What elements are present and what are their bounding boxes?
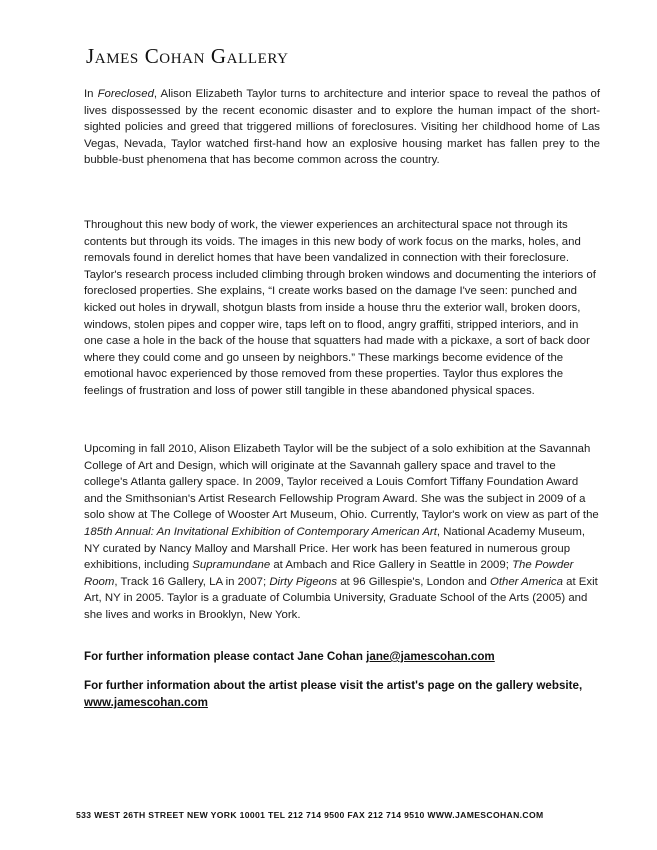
contact-email-link[interactable]: jane@jamescohan.com: [366, 650, 495, 663]
italic-title: The Powder Room: [84, 559, 574, 588]
text-run: at 96 Gillespie's, London and: [337, 575, 490, 588]
contact-text: For further information please contact Jane Cohan: [84, 650, 367, 663]
text-run: , National Academy Museum, NY curated by Nancy Malloy and Marshall Price. Her work has been featured in numerous group exhibitions, including: [84, 525, 586, 572]
text-run: Throughout this new body of work, the viewer experiences an architectural space not through its contents but through its voids. The images in this new body of work focus on the marks, holes, and removals found in derelict homes that have been vandalized in connection with their foreclosure. Taylor's research process included climbing through broken windows and documenting the interiors of foreclosed properties. She explains, “I create works based on the damage I've seen: punched and kicked out holes in drywall, shotgun blasts from inside a house thru the exterior wall, broken doors, windows, stolen pipes and copper wire, taps left on to flood, angry graffiti, stripped interiors, and in one case a hole in the back of the house that squatters had made with a pickaxe, a sort of back door where they could come and go unseen by neighbors.” These markings become evidence of the emotional havoc experienced by those removed from these properties. Taylor thus explores the feelings of frustration and loss of power still tangible in these abandoned physical spaces.: [84, 219, 596, 397]
italic-title: Foreclosed: [97, 88, 154, 100]
paragraph-foreclosed-intro: [84, 86, 600, 169]
paragraph-artist-bio: [84, 441, 600, 624]
text-run: at Exit Art, NY in 2005. Taylor is a graduate of Columbia University, Graduate School of the Arts (2005) and she lives and works in Brooklyn, New York.: [84, 575, 598, 621]
artist-page-line: [84, 678, 584, 711]
gallery-website-link[interactable]: www.jamescohan.com: [84, 695, 208, 709]
italic-title: Dirty Pigeons: [269, 575, 338, 588]
contact-line: [84, 649, 584, 666]
footer-address: 533 WEST 26TH STREET NEW YORK 10001 TEL 212 714 9500 FAX 212 714 9510 WWW.JAMESCOHAN.COM: [76, 810, 544, 820]
artist-page-text: For further information about the artist please visit the artist's page on the gallery website,: [84, 679, 583, 692]
text-run: , Alison Elizabeth Taylor turns to architecture and interior space to reveal the pathos of lives dispossessed by the recent economic disaster and to explore the human impact of the short-sighted policies and greed that triggered millions of foreclosures. Visiting her childhood home of Las Vegas, Nevada, Taylor watched first-hand how an explosive housing market has fallen prey to the bubble-bust phenomena that has become common across the country.: [84, 88, 600, 167]
italic-title: 185th Annual: An Invitational Exhibition of Contemporary American Art: [84, 525, 437, 538]
text-run: , Track 16 Gallery, LA in 2007;: [114, 575, 270, 588]
paragraph-body-of-work: [84, 217, 600, 400]
text-run: Upcoming in fall 2010, Alison Elizabeth Taylor will be the subject of a solo exhibition at the Savannah College of Art and Design, which will originate at the Savannah gallery space and travel to the college's Atlanta gallery space. In 2009, Taylor received a Louis Comfort Tiffany Foundation Award and the Smithsonian's Artist Research Fellowship Program Award. She was the subject in 2009 of a solo show at The College of Wooster Art Museum, Ohio. Currently, Taylor's work on view as part of the: [84, 443, 599, 522]
text-run: In: [84, 88, 98, 100]
italic-title: Other America: [489, 575, 563, 588]
italic-title: Supramundane: [192, 559, 271, 572]
gallery-letterhead: James Cohan Gallery: [86, 44, 289, 68]
text-run: at Ambach and Rice Gallery in Seattle in 2009;: [270, 559, 513, 572]
